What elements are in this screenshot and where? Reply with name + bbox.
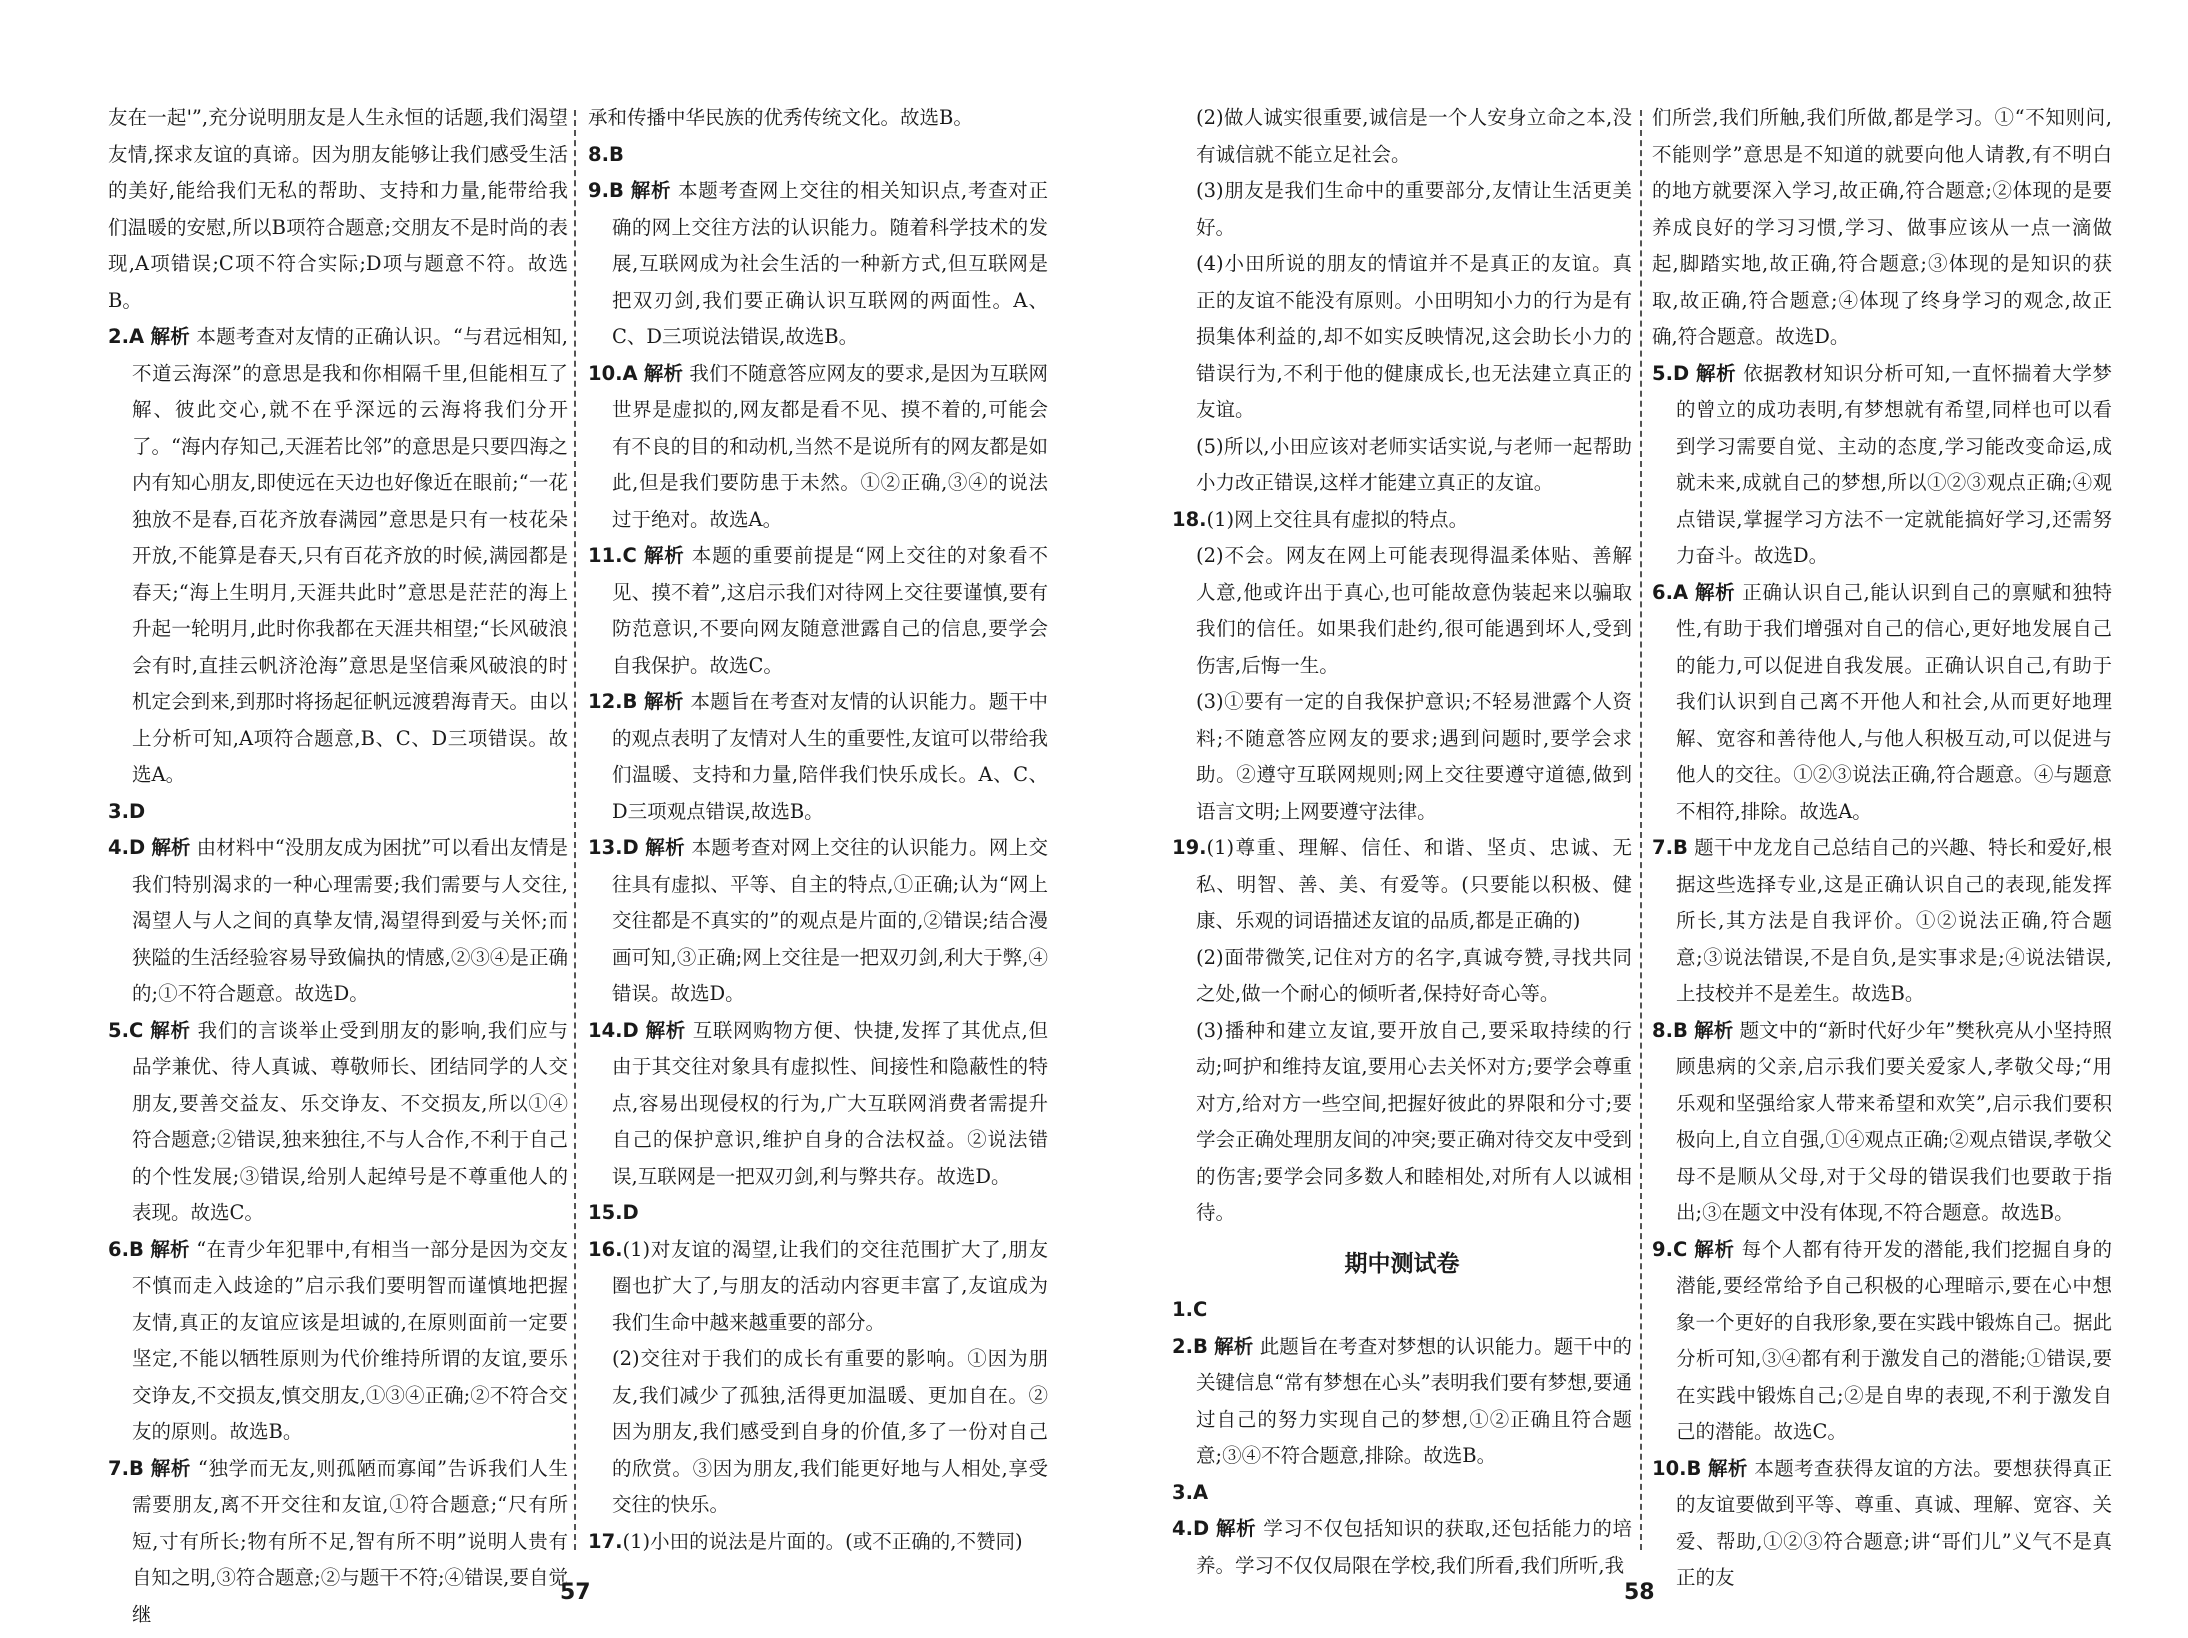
answer-choice: B <box>128 1237 144 1261</box>
answer-item <box>1172 502 1632 539</box>
answer-choice: B <box>608 179 624 202</box>
analysis-label: 解析 <box>1696 361 1737 385</box>
question-number: 17. <box>588 1529 623 1553</box>
explanation-text: “在青少年犯罪中,有相当一部分是因为交友不慎而走入歧途的”启示我们要明智而谨慎地把握友情,真正的友谊应该是坦诚的,在原则面前一定要坚定,不能以牺牲原则为代价维持所谓的友谊,要乐交诤友,不交损友,慎交朋友,①③④正确;②不符合交友的原则。故选B。 <box>132 1237 568 1443</box>
explanation-text: “独学而无友,则孤陋而寡闻”告诉我们人生需要朋友,离不开交往和友谊,①符合题意;“尺有所短,寸有所长;物有所不足,智有所不明”说明人贵有自知之明,③符合题意;②与题干不符;④错误,要自觉继 <box>132 1456 568 1626</box>
answer-item <box>108 1013 568 1232</box>
answer-choice: A <box>1672 580 1689 604</box>
explanation-text: (1)尊重、理解、信任、和谐、坚贞、忠诚、无私、明智、善、美、有爱等。(只要能以积极、健康、乐观的词语描述友谊的品质,都是正确的) <box>1196 836 1632 932</box>
question-number: 6. <box>108 1237 129 1261</box>
answer-text <box>1172 684 1632 830</box>
question-number: 8. <box>1652 1018 1673 1042</box>
analysis-label: 解析 <box>643 361 684 385</box>
answer-text <box>1172 100 1632 173</box>
answer-text <box>1172 940 1632 1013</box>
question-number: 1. <box>1172 1298 1193 1321</box>
answer-item <box>108 319 568 794</box>
answer-choice: D <box>622 1201 639 1224</box>
answer-item <box>1652 575 2112 831</box>
answer-choice: B <box>608 142 624 166</box>
answer-choice: B <box>1672 1018 1688 1042</box>
column-3 <box>1172 100 1632 1584</box>
page-number-right: 58 <box>1624 1580 1655 1605</box>
question-number: 19. <box>1172 836 1207 859</box>
question-number: 10. <box>588 361 623 385</box>
answer-item <box>1652 830 2112 1013</box>
explanation-text: 友在一起'”,充分说明朋友是人生永恒的话题,我们渴望友情,探求友谊的真谛。因为朋友能够让我们感受生活的美好,能给我们无私的帮助、支持和力量,能带给我们温暖的安慰,所以B项符合题意;交朋友不是时尚的表现,A项错误;C项不符合实际;D项与题意不符。故选B。 <box>108 106 568 312</box>
explanation-text: (4)小田所说的朋友的情谊并不是真正的友谊。真正的友谊不能没有原则。小田明知小力的行为是有损集体利益的,却不如实反映情况,这会助长小力的错误行为,不利于他的健康成长,也无法建立真正的友谊。 <box>1196 252 1632 421</box>
question-number: 7. <box>1652 836 1673 859</box>
answer-item <box>588 538 1048 684</box>
answer-text <box>1172 429 1632 502</box>
explanation-text: 本题考查网上交往的相关知识点,考查对正确的网上交往方法的认识能力。随着科学技术的发展,互联网成为社会生活的一种新方式,但互联网是把双刃剑,我们要正确认识互联网的两面性。A、C、D三项说法错误,故选B。 <box>612 179 1048 348</box>
explanation-text: 本题旨在考查对友情的认识能力。题干中的观点表明了友情对人生的重要性,友谊可以带给我们温暖、支持和力量,陪伴我们快乐成长。A、C、D三项观点错误,故选B。 <box>612 690 1048 823</box>
analysis-label: 解析 <box>645 836 685 859</box>
question-number: 9. <box>588 179 609 202</box>
answer-item <box>1172 1511 1632 1584</box>
question-number: 3. <box>108 799 129 823</box>
question-number: 2. <box>1172 1334 1193 1358</box>
question-number: 10. <box>1652 1456 1687 1480</box>
answer-text <box>1172 538 1632 684</box>
answer-item <box>1172 1475 1632 1512</box>
question-number: 8. <box>588 142 609 166</box>
analysis-label: 解析 <box>1694 1237 1735 1261</box>
answer-choice: C <box>1672 1237 1688 1261</box>
explanation-text: (1)小田的说法是片面的。(或不正确的,不赞同) <box>622 1529 1023 1553</box>
column-4 <box>1652 100 2112 1597</box>
answer-item <box>108 1451 568 1634</box>
question-number: 14. <box>588 1018 623 1042</box>
analysis-label: 解析 <box>1694 580 1736 604</box>
explanation-text: 由材料中“没朋友成为困扰”可以看出友情是我们特别渴求的一种心理需要;我们需要与人交往,渴望人与人之间的真挚友情,渴望得到爱与关怀;而狭隘的生活经验容易导致偏执的情感,②③④是正确的;①不符合题意。故选D。 <box>132 836 568 1005</box>
analysis-label: 解析 <box>645 1018 686 1042</box>
answer-choice: D <box>1672 361 1690 385</box>
analysis-label: 解析 <box>151 836 191 859</box>
explanation-text: (3)①要有一定的自我保护意识;不轻易泄露个人资料;不随意答应网友的要求;遇到问题时,要学会求助。②遵守互联网规则;网上交往要遵守道德,做到语言文明;上网要遵守法律。 <box>1196 690 1632 823</box>
question-number: 9. <box>1652 1237 1673 1261</box>
explanation-text: 此题旨在考查对梦想的认识能力。题干中的关键信息“常有梦想在心头”表明我们要有梦想,要通过自己的努力实现自己的梦想,①②正确且符合题意;③④不符合题意,排除。故选B。 <box>1196 1334 1632 1467</box>
answer-choice: C <box>128 1018 144 1042</box>
question-number: 16. <box>588 1237 623 1261</box>
answer-text <box>1172 173 1632 246</box>
explanation-text: (2)交往对于我们的成长有重要的影响。①因为朋友,我们减少了孤独,活得更加温暖、更加自在。②因为朋友,我们感受到自身的价值,多了一份对自己的欣赏。③因为朋友,我们能更好地与人相处,享受交往的快乐。 <box>612 1347 1048 1516</box>
explanation-text: 互联网购物方便、快捷,发挥了其优点,但由于其交往对象具有虚拟性、间接性和隐蔽性的特点,容易出现侵权的行为,广大互联网消费者需提升自己的保护意识,维护自身的合法权益。②说法错误,互联网是一把双刃剑,利与弊共存。故选D。 <box>612 1018 1049 1188</box>
answer-item <box>588 1195 1048 1232</box>
answer-item <box>588 1013 1048 1196</box>
answer-item <box>1652 356 2112 575</box>
explanation-text: (1)对友谊的渴望,让我们的交往范围扩大了,朋友圈也扩大了,与朋友的活动内容更丰富了,友谊成为我们生命中越来越重要的部分。 <box>612 1237 1048 1334</box>
explanation-text: (2)面带微笑,记住对方的名字,真诚夸赞,寻找共同之处,做一个耐心的倾听者,保持好奇心等。 <box>1196 945 1632 1005</box>
answer-item <box>1172 1292 1632 1329</box>
analysis-label: 解析 <box>630 179 672 202</box>
answer-item <box>588 1232 1048 1342</box>
question-number: 18. <box>1172 507 1207 531</box>
answer-choice: D <box>128 799 146 823</box>
answer-choice: B <box>622 690 638 713</box>
column-divider <box>1640 110 1642 1550</box>
explanation-text: 每个人都有待开发的潜能,我们挖掘自身的潜能,要经常给予自己积极的心理暗示,要在心中想象一个更好的自我形象,要在实践中锻炼自己。据此分析可知,③④都有利于激发自己的潜能;①错误,要在实践中锻炼自己;②是自卑的表现,不利于激发自己的潜能。故选C。 <box>1676 1237 2112 1443</box>
answer-text <box>588 100 1048 137</box>
answer-choice: D <box>622 836 639 859</box>
explanation-text: 题干中龙龙自己总结自己的兴趣、特长和爱好,根据这些选择专业,这是正确认识自己的表现,能发挥所长,其方法是自我评价。①②说法正确,符合题意;③说法错误,不是自负,是实事求是;④说法错误,上技校并不是差生。故选B。 <box>1676 836 2113 1005</box>
answer-choice: C <box>1192 1298 1208 1321</box>
answer-text <box>1172 1013 1632 1232</box>
explanation-text: 正确认识自己,能认识到自己的禀赋和独特性,有助于我们增强对自己的信心,更好地发展自己的能力,可以促进自我发展。正确认识自己,有助于我们认识到自己离不开他人和社会,从而更好地理解、宽容和善待他人,与他人积极互动,可以促进与他人的交往。①②③说法正确,符合题意。④与题意不相符,排除。故选A。 <box>1676 580 2113 823</box>
question-number: 11. <box>588 544 623 567</box>
answer-text <box>108 100 568 319</box>
question-number: 5. <box>1652 361 1673 385</box>
answer-text <box>1172 246 1632 429</box>
answer-item <box>108 830 568 1013</box>
question-number: 13. <box>588 836 623 859</box>
explanation-text: 承和传播中华民族的优秀传统文化。故选B。 <box>588 106 973 129</box>
section-title: 期中测试卷 <box>1344 1250 1460 1277</box>
analysis-label: 解析 <box>150 1018 191 1042</box>
explanation-text: 我们不随意答应网友的要求,是因为互联网世界是虚拟的,网友都是看不见、摸不着的,可能会有不良的目的和动机,当然不是说所有的网友都是如此,但是我们要防患于未然。①②正确,③④的说法过于绝对。故选A。 <box>612 361 1048 531</box>
question-number: 4. <box>108 836 129 859</box>
explanation-text: 本题考查获得友谊的方法。要想获得真正的友谊要做到平等、尊重、真诚、理解、宽容、关爱、帮助,①②③符合题意;讲“哥们儿”义气不是真正的友 <box>1676 1456 2112 1589</box>
question-number: 3. <box>1172 1480 1193 1504</box>
question-number: 6. <box>1652 580 1673 604</box>
answer-choice: D <box>128 836 146 859</box>
explanation-text: (1)网上交往具有虚拟的特点。 <box>1206 507 1469 531</box>
analysis-label: 解析 <box>1694 1018 1734 1042</box>
answer-item <box>108 1232 568 1451</box>
answer-item <box>588 137 1048 174</box>
analysis-label: 解析 <box>150 1456 192 1480</box>
answer-choice: B <box>1686 1456 1702 1480</box>
explanation-text: (2)做人诚实很重要,诚信是一个人安身立命之本,没有诚信就不能立足社会。 <box>1196 106 1632 166</box>
answer-choice: D <box>1192 1517 1210 1540</box>
question-number: 7. <box>108 1456 129 1480</box>
question-number: 4. <box>1172 1517 1193 1540</box>
analysis-label: 解析 <box>643 544 685 567</box>
answer-choice: B <box>128 1456 144 1480</box>
explanation-text: (3)播种和建立友谊,要开放自己,要采取持续的行动;呵护和维持友谊,要用心去关怀对方;要学会尊重对方,给对方一些空间,把握好彼此的界限和分寸;要学会正确处理朋友间的冲突;要正确对待交友中受到的伤害;要学会同多数人和睦相处,对所有人以诚相待。 <box>1196 1018 1632 1224</box>
page-number-left: 57 <box>560 1580 591 1605</box>
answer-item <box>1652 1451 2112 1597</box>
answer-choice: A <box>128 325 145 348</box>
explanation-text: 我们的言谈举止受到朋友的影响,我们应与品学兼优、待人真诚、尊敬师长、团结同学的人交朋友,要善交益友、乐交诤友、不交损友,所以①④符合题意;②错误,独来独往,不与人合作,不利于自己的个性发展;③错误,给别人起绰号是不尊重他人的表现。故选C。 <box>132 1018 568 1224</box>
answer-item <box>1652 1013 2112 1232</box>
answer-item <box>588 684 1048 830</box>
explanation-text: 依据教材知识分析可知,一直怀揣着大学梦的曾立的成功表明,有梦想就有希望,同样也可以看到学习需要自觉、主动的态度,学习能改变命运,成就未来,成就自己的梦想,所以①②③观点正确;④观点错误,掌握学习方法不一定就能搞好学习,还需努力奋斗。故选D。 <box>1676 361 2113 567</box>
explanation-text: 本题考查对友情的正确认识。“与君远相知,不道云海深”的意思是我和你相隔千里,但能相互了解、彼此交心,就不在乎深远的云海将我们分开了。“海内存知己,天涯若比邻”的意思是只要四海之内有知心朋友,即使远在天边也好像近在眼前;“一花独放不是春,百花齐放春满园”意思是只有一枝花朵开放,不能算是春天,只有百花齐放的时候,满园都是春天;“海上生明月,天涯共此时”意思是茫茫的海上升起一轮明月,此时你我都在天涯共相望;“长风破浪会有时,直挂云帆济沧海”意思是坚信乘风破浪的时机定会到来,到那时将扬起征帆远渡碧海青天。由以上分析可知,A项符合题意,B、C、D三项错误。故选A。 <box>132 325 568 786</box>
explanation-text: 们所尝,我们所触,我们所做,都是学习。①“不知则问,不能则学”意思是不知道的就要向他人请教,有不明白的地方就要深入学习,故正确,符合题意;②体现的是要养成良好的学习习惯,学习、做事应该从一点一滴做起,脚踏实地,故正确,符合题意;③体现的是知识的获取,故正确,符合题意;④体现了终身学习的观念,故正确,符合题意。故选D。 <box>1652 106 2112 348</box>
answer-item <box>1172 830 1632 940</box>
question-number: 15. <box>588 1201 623 1224</box>
explanation-text: 本题考查对网上交往的认识能力。网上交往具有虚拟、平等、自主的特点,①正确;认为“网上交往都是不真实的”的观点是片面的,②错误;结合漫画可知,③正确;网上交往是一把双刃剑,利大于弊,④错误。故选D。 <box>612 836 1048 1005</box>
analysis-label: 解析 <box>150 1237 190 1261</box>
answer-choice: B <box>1672 836 1688 859</box>
answer-item <box>1172 1329 1632 1475</box>
answer-item <box>1652 1232 2112 1451</box>
question-number: 5. <box>108 1018 129 1042</box>
answer-choice: B <box>1192 1334 1208 1358</box>
answer-choice: A <box>622 361 638 385</box>
analysis-label: 解析 <box>1216 1517 1257 1540</box>
column-2 <box>588 100 1048 1560</box>
explanation-text: (3)朋友是我们生命中的重要部分,友情让生活更美好。 <box>1196 179 1632 239</box>
column-divider <box>574 110 576 1550</box>
explanation-text: 本题的重要前提是“网上交往的对象看不见、摸不着”,这启示我们对待网上交往要谨慎,要有防范意识,不要向网友随意泄露自己的信息,要学会自我保护。故选C。 <box>612 544 1048 677</box>
column-1 <box>108 100 568 1633</box>
explanation-text: (2)不会。网友在网上可能表现得温柔体贴、善解人意,他或许出于真心,也可能故意伪装起来以骗取我们的信任。如果我们赴约,很可能遇到坏人,受到伤害,后悔一生。 <box>1196 544 1632 677</box>
analysis-label: 解析 <box>644 690 684 713</box>
analysis-label: 解析 <box>1708 1456 1748 1480</box>
answer-item <box>108 794 568 831</box>
answer-item <box>588 830 1048 1013</box>
explanation-text: 学习不仅包括知识的获取,还包括能力的培养。学习不仅仅局限在学校,我们所看,我们所听,我 <box>1196 1517 1633 1577</box>
answer-item <box>588 1524 1048 1561</box>
analysis-label: 解析 <box>150 325 190 348</box>
explanation-text: 题文中的“新时代好少年”樊秋亮从小坚持照顾患病的父亲,启示我们要关爱家人,孝敬父母;“用乐观和坚强给家人带来希望和欢笑”,启示我们要积极向上,自立自强,①④观点正确;②观点错误,孝敬父母不是顺从父母,对于父母的错误我们也要敢于指出;③在题文中没有体现,不符合题意。故选B。 <box>1676 1018 2112 1224</box>
analysis-label: 解析 <box>1214 1334 1254 1358</box>
question-number: 2. <box>108 325 129 348</box>
answer-choice: A <box>1192 1480 1209 1504</box>
answer-text <box>1652 100 2112 356</box>
answer-item <box>588 173 1048 356</box>
answer-choice: C <box>622 544 637 567</box>
question-number: 12. <box>588 690 623 713</box>
explanation-text: (5)所以,小田应该对老师实话实说,与老师一起帮助小力改正错误,这样才能建立真正的友谊。 <box>1196 434 1632 494</box>
answer-choice: D <box>622 1018 639 1042</box>
answer-text <box>588 1341 1048 1524</box>
answer-item <box>588 356 1048 539</box>
